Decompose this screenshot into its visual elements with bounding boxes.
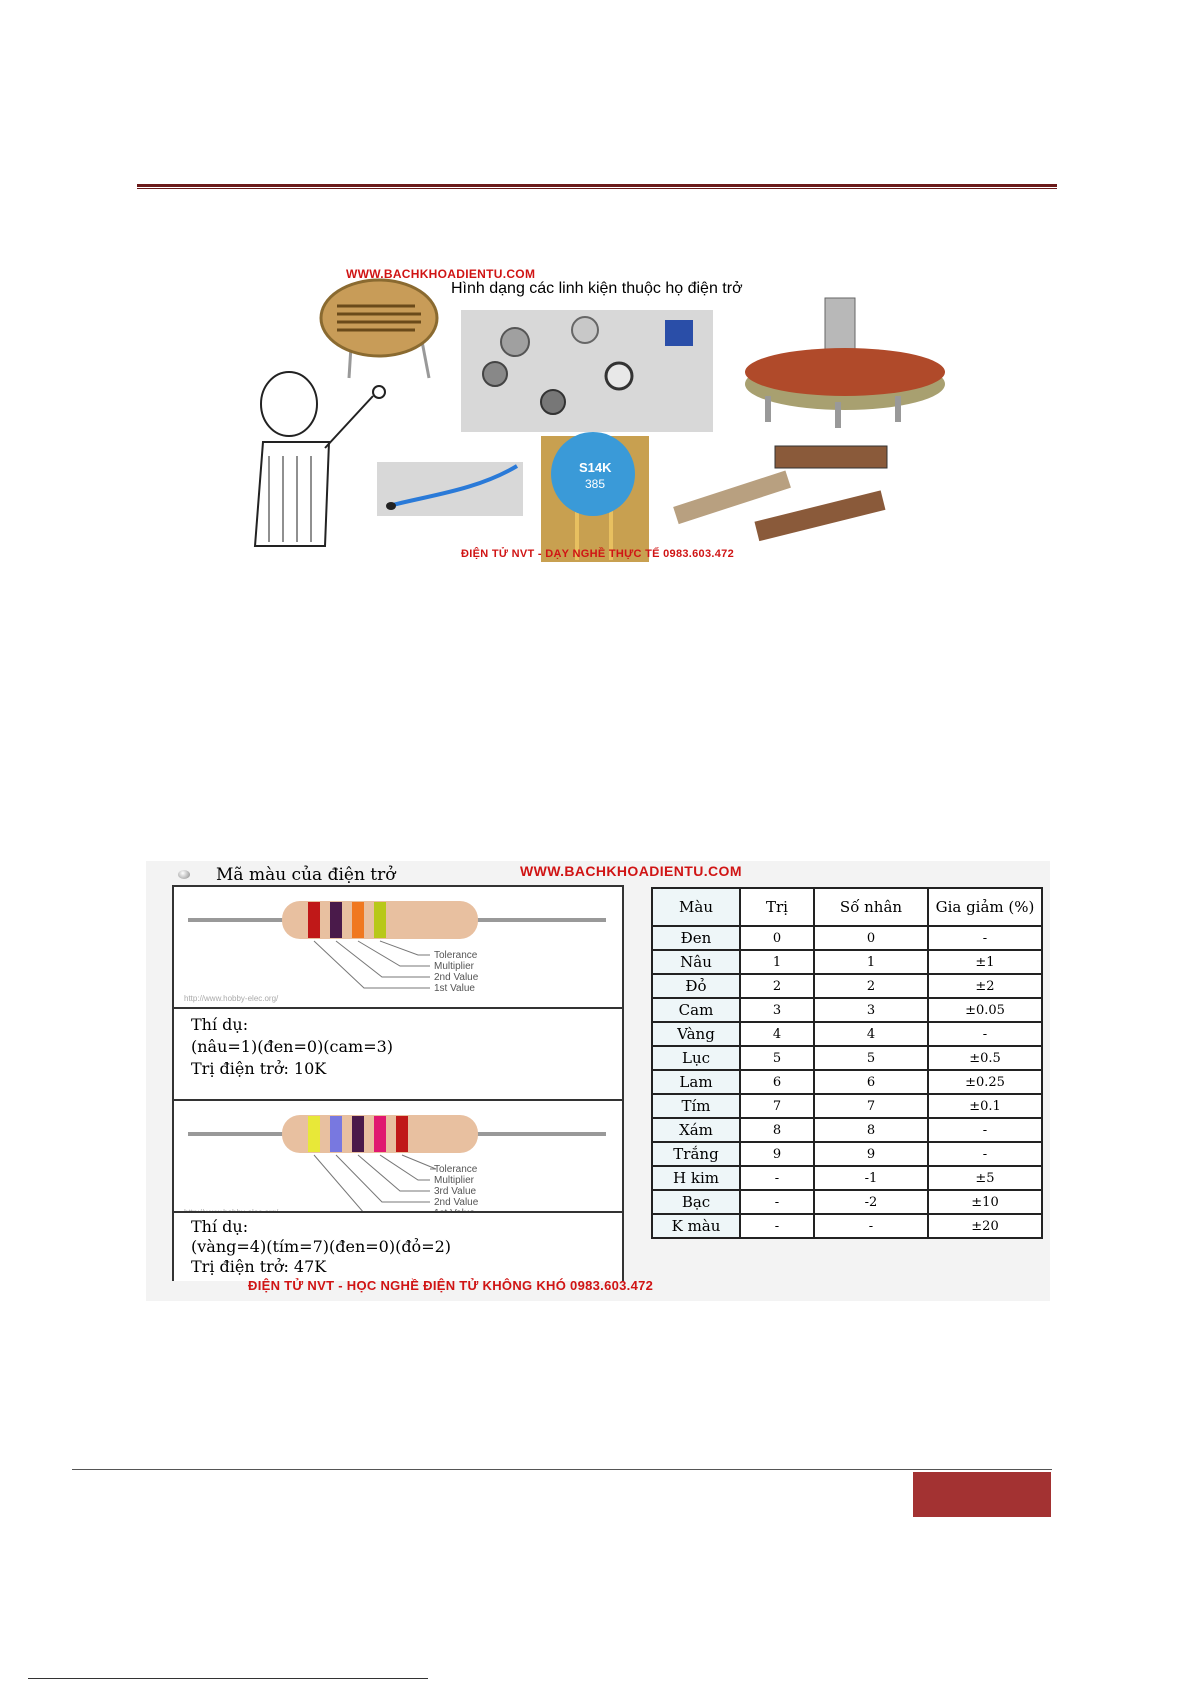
pointer-line [314,941,430,988]
bullet-icon [178,870,190,879]
table-row [652,1190,1042,1214]
thermistor-image [377,462,523,516]
pointer-line [380,941,430,955]
figure2-footer-text: ĐIỆN TỬ NVT - HỌC NGHỀ ĐIỆN TỬ KHÔNG KHÓ 0983.603.472 [248,1278,654,1293]
table-row [652,1046,1042,1070]
cell-color: H kim [652,1166,740,1190]
cell-value: 1 [740,950,814,974]
figure1-title: Hình dạng các linh kiện thuộc họ điện trở [451,280,743,297]
cell-value: 5 [740,1046,814,1070]
resistor1-example [174,1007,622,1099]
photoresistor-image [309,278,437,378]
cartoon-man-image [255,372,385,546]
cell-multiplier: 1 [814,950,928,974]
pointer-line [314,1155,430,1213]
svg-text:385: 385 [585,477,606,491]
cell-value: 0 [740,926,814,950]
table-row [652,998,1042,1022]
cell-color: Tím [652,1094,740,1118]
color-band [352,1116,364,1152]
figure1-footer-text: ĐIỆN TỬ NVT - DẠY NGHỀ THỰC TẾ 0983.603.472 [460,548,735,560]
color-band [308,902,320,938]
cell-tolerance: ±0.05 [928,998,1042,1022]
cell-color: Cam [652,998,740,1022]
page-number-box [913,1472,1051,1517]
cell-tolerance: ±0.25 [928,1070,1042,1094]
header-color: Màu [652,888,740,926]
resistor2-example-expr: (vàng=4)(tím=7)(đen=0)(đỏ=2) [191,1237,452,1256]
cell-tolerance: ±2 [928,974,1042,998]
cell-color: Trắng [652,1142,740,1166]
cell-multiplier: - [814,1214,928,1238]
table-row [652,1166,1042,1190]
table-row [652,1142,1042,1166]
pointer-line [380,1155,430,1180]
table-row [652,1022,1042,1046]
pointer-line [402,1155,436,1169]
cell-value: - [740,1190,814,1214]
cell-tolerance: ±0.1 [928,1094,1042,1118]
table-row [652,1094,1042,1118]
bottom-edge-line [28,1678,428,1679]
header-rule [137,184,1057,189]
cell-value: - [740,1166,814,1190]
table-header-row [652,888,1042,926]
cell-multiplier: 3 [814,998,928,1022]
cell-multiplier: 9 [814,1142,928,1166]
cell-multiplier: 6 [814,1070,928,1094]
cell-multiplier: 8 [814,1118,928,1142]
header-value: Trị [740,888,814,926]
cell-color: Nâu [652,950,740,974]
resistor2-example [174,1211,622,1281]
cell-multiplier: 4 [814,1022,928,1046]
varistor-image [541,432,649,562]
color-band [308,1116,320,1152]
resistor1-example-expr: (nâu=1)(đen=0)(cam=3) [191,1037,394,1056]
cell-tolerance: ±1 [928,950,1042,974]
band-label: 2nd Value [434,1197,479,1208]
cell-color: K màu [652,1214,740,1238]
cell-tolerance: - [928,1022,1042,1046]
figure1-website: WWW.BACHKHOADIENTU.COM [346,267,536,281]
pointer-line [336,941,430,977]
band-label: Multiplier [434,1175,475,1186]
cell-multiplier: 5 [814,1046,928,1070]
pointer-line [358,1155,430,1191]
table-row [652,1214,1042,1238]
color-band [330,1116,342,1152]
band-label: 3rd Value [434,1186,477,1197]
figure2-website: WWW.BACHKHOADIENTU.COM [520,863,742,879]
cell-value: 3 [740,998,814,1022]
footer-rule [72,1469,1052,1470]
cell-color: Xám [652,1118,740,1142]
resistor2-example-value: Trị điện trở: 47K [191,1257,327,1276]
resistor1-example-value: Trị điện trở: 10K [191,1059,327,1078]
resistor1-url: http://www.hobby-elec.org/ [184,994,279,1003]
varistor-marking: S14K [579,460,612,475]
cell-color: Lục [652,1046,740,1070]
band-label: Multiplier [434,961,475,972]
cell-tolerance: ±10 [928,1190,1042,1214]
cell-multiplier: 2 [814,974,928,998]
table-row [652,974,1042,998]
cell-tolerance: ±5 [928,1166,1042,1190]
cell-multiplier: -2 [814,1190,928,1214]
component-shapes-figure [245,266,950,568]
table-row [652,926,1042,950]
color-band [352,902,364,938]
cell-multiplier: 0 [814,926,928,950]
table-row [652,1070,1042,1094]
resistor-color-code-figure [146,861,1050,1301]
cell-tolerance: ±0.5 [928,1046,1042,1070]
cell-value: - [740,1214,814,1238]
figure2-heading: Mã màu của điện trở [216,865,396,885]
color-code-table [651,887,1043,1239]
table-row [652,1118,1042,1142]
cell-tolerance: - [928,926,1042,950]
band-label: Tolerance [434,950,478,961]
trimmer-resistors-image [461,310,713,432]
cell-multiplier: -1 [814,1166,928,1190]
cell-color: Đỏ [652,974,740,998]
cell-value: 9 [740,1142,814,1166]
cell-value: 4 [740,1022,814,1046]
pointer-line [358,941,430,966]
cell-value: 6 [740,1070,814,1094]
color-band [396,1116,408,1152]
band-label: 1st Value [434,983,475,994]
resistor-examples-panel [172,885,624,1281]
cell-tolerance: ±20 [928,1214,1042,1238]
color-band [374,1116,386,1152]
resistor1-example-title: Thí dụ: [191,1015,249,1034]
cell-multiplier: 7 [814,1094,928,1118]
cell-color: Bạc [652,1190,740,1214]
slide-potentiometers-image [665,436,949,552]
band-label: 2nd Value [434,972,479,983]
band-label: Tolerance [434,1164,478,1175]
potentiometer-image [719,296,949,436]
table-row [652,950,1042,974]
header-multiplier: Số nhân [814,888,928,926]
cell-tolerance: - [928,1142,1042,1166]
cell-value: 2 [740,974,814,998]
cell-value: 7 [740,1094,814,1118]
header-tolerance: Gia giảm (%) [928,888,1042,926]
resistor-4band-diagram [174,887,622,1007]
cell-value: 8 [740,1118,814,1142]
component-illustration [245,266,950,568]
cell-color: Lam [652,1070,740,1094]
cell-color: Vàng [652,1022,740,1046]
color-band [374,902,386,938]
color-band [330,902,342,938]
cell-tolerance: - [928,1118,1042,1142]
resistor-5band-diagram [174,1099,622,1221]
cell-color: Đen [652,926,740,950]
resistor-5band-svg [174,1101,622,1221]
resistor-4band-svg [174,887,622,1007]
resistor2-example-title: Thí dụ: [191,1217,249,1236]
